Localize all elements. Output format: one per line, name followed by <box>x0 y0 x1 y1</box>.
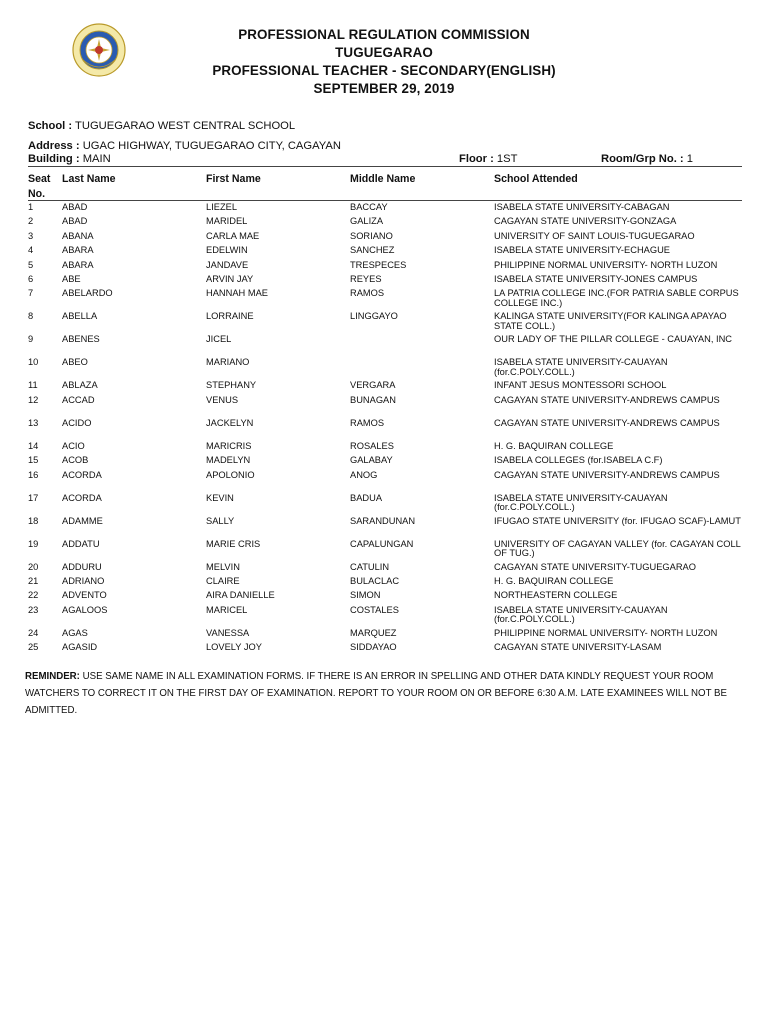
cell-seat: 2 <box>28 216 34 227</box>
cell-seat: 11 <box>28 380 38 391</box>
header-line-commission: PROFESSIONAL REGULATION COMMISSION <box>238 27 530 42</box>
cell-last: ADDATU <box>62 538 100 549</box>
cell-seat: 7 <box>28 288 34 299</box>
cell-first: LIEZEL <box>206 202 238 212</box>
cell-middle: ROSALES <box>350 440 394 451</box>
cell-middle: GALABAY <box>350 455 393 466</box>
divider-top <box>28 166 742 167</box>
cell-middle: SORIANO <box>350 230 393 241</box>
cell-last: ABARA <box>62 259 94 270</box>
cell-first: HANNAH MAE <box>206 288 268 299</box>
table-row <box>28 312 742 335</box>
cell-seat: 15 <box>28 455 39 466</box>
header-seat-no: No. <box>28 188 46 200</box>
building-value: MAIN <box>82 153 111 165</box>
table-row <box>28 606 742 629</box>
cell-first: ARVIN JAY <box>206 273 254 284</box>
cell-school: CAGAYAN STATE UNIVERSITY-ANDREWS CAMPUS <box>494 417 720 428</box>
cell-middle: RAMOS <box>350 288 385 299</box>
cell-school: INFANT JESUS MONTESSORI SCHOOL <box>494 380 667 391</box>
cell-last: ABE <box>62 273 81 284</box>
cell-first: AIRA DANIELLE <box>206 590 275 601</box>
cell-seat: 21 <box>28 575 39 586</box>
table-row <box>28 517 742 540</box>
cell-first: STEPHANY <box>206 380 257 391</box>
cell-school: ISABELA STATE UNIVERSITY-ECHAGUE <box>494 245 670 256</box>
header-first-name: First Name <box>206 173 261 185</box>
cell-seat: 14 <box>28 440 39 451</box>
school-value: TUGUEGARAO WEST CENTRAL SCHOOL <box>75 120 296 132</box>
floor-line <box>459 153 517 165</box>
cell-last: AGAS <box>62 627 88 638</box>
cell-school: CAGAYAN STATE UNIVERSITY-ANDREWS CAMPUS <box>494 469 720 480</box>
cell-first: EDELWIN <box>206 245 248 256</box>
floor-value: 1ST <box>496 153 518 165</box>
cell-last: AGALOOS <box>62 604 108 615</box>
cell-school: H. G. BAQUIRAN COLLEGE <box>494 575 614 586</box>
document-header <box>0 26 768 98</box>
table-row <box>28 540 742 563</box>
cell-first: MADELYN <box>206 455 251 466</box>
cell-school: CAGAYAN STATE UNIVERSITY-LASAM <box>494 642 662 653</box>
cell-school: ISABELA STATE UNIVERSITY-CABAGAN <box>494 202 670 212</box>
table-row <box>28 494 742 517</box>
room-value: 1 <box>686 153 693 165</box>
cell-first: APOLONIO <box>206 469 255 480</box>
cell-middle: SANCHEZ <box>350 245 395 256</box>
cell-last: ABAD <box>62 216 88 227</box>
room-label: Room/Grp No. : <box>601 153 684 165</box>
cell-seat: 18 <box>28 515 39 526</box>
header-line-office: TUGUEGARAO <box>335 45 433 60</box>
cell-seat: 16 <box>28 469 39 480</box>
cell-school: CAGAYAN STATE UNIVERSITY-ANDREWS CAMPUS <box>494 394 720 405</box>
cell-first: LORRAINE <box>206 311 254 322</box>
cell-middle: SARANDUNAN <box>350 515 416 526</box>
cell-school: ISABELA STATE UNIVERSITY-CAUAYAN (for.C.POLY.COLL.) <box>494 357 668 377</box>
cell-first: LOVELY JOY <box>206 642 262 653</box>
cell-middle: ANOG <box>350 469 378 480</box>
cell-seat: 3 <box>28 230 34 241</box>
cell-last: ADAMME <box>62 515 103 526</box>
table-row <box>28 232 742 246</box>
cell-last: ACOB <box>62 455 89 466</box>
divider-header <box>28 200 742 201</box>
table-row <box>28 591 742 605</box>
cell-seat: 25 <box>28 642 39 653</box>
building-line <box>28 153 111 165</box>
reminder-label: REMINDER: <box>25 671 80 682</box>
reminder-note <box>25 668 740 719</box>
table-row <box>28 261 742 275</box>
cell-middle: BUNAGAN <box>350 394 396 405</box>
cell-first: MARICEL <box>206 604 248 615</box>
table-row <box>28 563 742 577</box>
cell-middle: COSTALES <box>350 604 399 615</box>
cell-school: OUR LADY OF THE PILLAR COLLEGE - CAUAYAN, INC <box>494 334 732 345</box>
cell-seat: 8 <box>28 311 34 322</box>
cell-last: ADRIANO <box>62 575 105 586</box>
cell-seat: 5 <box>28 259 34 270</box>
cell-school: UNIVERSITY OF SAINT LOUIS-TUGUEGARAO <box>494 230 695 241</box>
cell-last: ACORDA <box>62 492 102 503</box>
cell-first: JACKELYN <box>206 417 254 428</box>
table-row <box>28 358 742 381</box>
table-row <box>28 275 742 289</box>
cell-seat: 19 <box>28 538 39 549</box>
cell-seat: 1 <box>28 202 34 212</box>
cell-seat: 6 <box>28 273 34 284</box>
cell-school: IFUGAO STATE UNIVERSITY (for. IFUGAO SCAF)-LAMUT <box>494 515 741 526</box>
cell-middle: RAMOS <box>350 417 385 428</box>
cell-middle: BULACLAC <box>350 575 400 586</box>
table-row <box>28 643 742 657</box>
cell-last: ABAD <box>62 202 88 212</box>
table-row <box>28 203 742 217</box>
examinee-list <box>28 203 742 657</box>
cell-last: AGASID <box>62 642 98 653</box>
cell-first: MELVIN <box>206 561 240 572</box>
table-row <box>28 289 742 312</box>
cell-school: CAGAYAN STATE UNIVERSITY-TUGUEGARAO <box>494 561 696 572</box>
table-row <box>28 629 742 643</box>
cell-seat: 20 <box>28 561 39 572</box>
cell-last: ACORDA <box>62 469 102 480</box>
cell-seat: 4 <box>28 245 34 256</box>
cell-school: NORTHEASTERN COLLEGE <box>494 590 618 601</box>
header-school-attended: School Attended <box>494 173 578 185</box>
building-label: Building : <box>28 153 80 165</box>
cell-first: MARIDEL <box>206 216 248 227</box>
table-row <box>28 456 742 470</box>
cell-school: H. G. BAQUIRAN COLLEGE <box>494 440 614 451</box>
cell-first: MARICRIS <box>206 440 252 451</box>
cell-seat: 24 <box>28 627 39 638</box>
school-label: School : <box>28 120 73 132</box>
table-row <box>28 246 742 260</box>
address-value: UGAC HIGHWAY, TUGUEGARAO CITY, CAGAYAN <box>82 140 341 152</box>
cell-school: ISABELA STATE UNIVERSITY-CAUAYAN (for.C.POLY.COLL.) <box>494 492 668 513</box>
cell-school: PHILIPPINE NORMAL UNIVERSITY- NORTH LUZON <box>494 259 718 270</box>
cell-first: MARIE CRIS <box>206 538 261 549</box>
cell-first: MARIANO <box>206 357 250 368</box>
cell-middle: BADUA <box>350 492 383 503</box>
cell-first: VANESSA <box>206 627 250 638</box>
cell-last: ACIDO <box>62 417 92 428</box>
table-row <box>28 442 742 456</box>
cell-school: UNIVERSITY OF CAGAYAN VALLEY (for. CAGAYAN COLL OF TUG.) <box>494 538 741 559</box>
cell-seat: 17 <box>28 492 39 503</box>
cell-middle: GALIZA <box>350 216 384 227</box>
cell-school: ISABELA STATE UNIVERSITY-JONES CAMPUS <box>494 273 698 284</box>
cell-first: VENUS <box>206 394 239 405</box>
room-line <box>601 153 693 165</box>
table-row <box>28 381 742 395</box>
header-seat: Seat <box>28 173 51 185</box>
cell-middle: MARQUEZ <box>350 627 397 638</box>
cell-last: ABELARDO <box>62 288 113 299</box>
cell-school: ISABELA STATE UNIVERSITY-CAUAYAN (for.C.POLY.COLL.) <box>494 604 668 625</box>
cell-middle: REYES <box>350 273 382 284</box>
cell-school: PHILIPPINE NORMAL UNIVERSITY- NORTH LUZON <box>494 627 718 638</box>
cell-school: ISABELA COLLEGES (for.ISABELA C.F) <box>494 455 663 466</box>
header-middle-name: Middle Name <box>350 173 416 185</box>
table-row <box>28 471 742 494</box>
address-label: Address : <box>28 140 80 152</box>
cell-middle: SIDDAYAO <box>350 642 397 653</box>
cell-middle: BACCAY <box>350 202 388 212</box>
cell-middle: CAPALUNGAN <box>350 538 414 549</box>
cell-last: ABARA <box>62 245 94 256</box>
cell-seat: 12 <box>28 394 39 405</box>
cell-seat: 10 <box>28 357 39 368</box>
cell-school: KALINGA STATE UNIVERSITY(FOR KALINGA APAYAO STATE COLL.) <box>494 311 727 331</box>
cell-school: LA PATRIA COLLEGE INC.(FOR PATRIA SABLE CORPUS COLLEGE INC.) <box>494 288 739 308</box>
cell-first: CLAIRE <box>206 575 240 586</box>
floor-label: Floor : <box>459 153 494 165</box>
table-row <box>28 335 742 358</box>
cell-seat: 22 <box>28 590 39 601</box>
cell-middle: VERGARA <box>350 380 396 391</box>
header-line-exam: PROFESSIONAL TEACHER - SECONDARY(ENGLISH) <box>212 63 556 78</box>
cell-school: CAGAYAN STATE UNIVERSITY-GONZAGA <box>494 216 677 227</box>
reminder-text: USE SAME NAME IN ALL EXAMINATION FORMS. IF THERE IS AN ERROR IN SPELLING AND OTHER DATA KINDLY REQUEST YOUR ROOM WATCHERS TO CORRECT IT ON THE FIRST DAY OF EXAMINATION. REPORT TO YOUR ROOM ON OR BEFORE 6:30 A.M. LATE EXAMINEES WILL NOT BE ADMITTED. <box>25 671 727 716</box>
cell-seat: 13 <box>28 417 39 428</box>
cell-last: ADDURU <box>62 561 102 572</box>
table-row <box>28 396 742 419</box>
cell-middle: SIMON <box>350 590 381 601</box>
cell-middle: CATULIN <box>350 561 390 572</box>
school-line <box>28 120 295 132</box>
address-line <box>28 140 341 152</box>
cell-seat: 23 <box>28 604 39 615</box>
table-row <box>28 217 742 231</box>
cell-seat: 9 <box>28 334 34 345</box>
cell-last: ABEO <box>62 357 88 368</box>
cell-last: ABENES <box>62 334 100 345</box>
header-line-date: SEPTEMBER 29, 2019 <box>313 81 455 96</box>
cell-last: ACIO <box>62 440 85 451</box>
cell-first: SALLY <box>206 515 235 526</box>
cell-middle: LINGGAYO <box>350 311 398 322</box>
cell-first: CARLA MAE <box>206 230 260 241</box>
cell-middle: TRESPECES <box>350 259 407 270</box>
cell-first: JANDAVE <box>206 259 249 270</box>
cell-last: ABELLA <box>62 311 98 322</box>
cell-last: ABLAZA <box>62 380 98 391</box>
cell-last: ADVENTO <box>62 590 107 601</box>
cell-last: ACCAD <box>62 394 95 405</box>
cell-last: ABANA <box>62 230 94 241</box>
cell-first: KEVIN <box>206 492 234 503</box>
table-row <box>28 419 742 442</box>
cell-first: JICEL <box>206 334 232 345</box>
header-last-name: Last Name <box>62 173 116 185</box>
table-row <box>28 577 742 591</box>
